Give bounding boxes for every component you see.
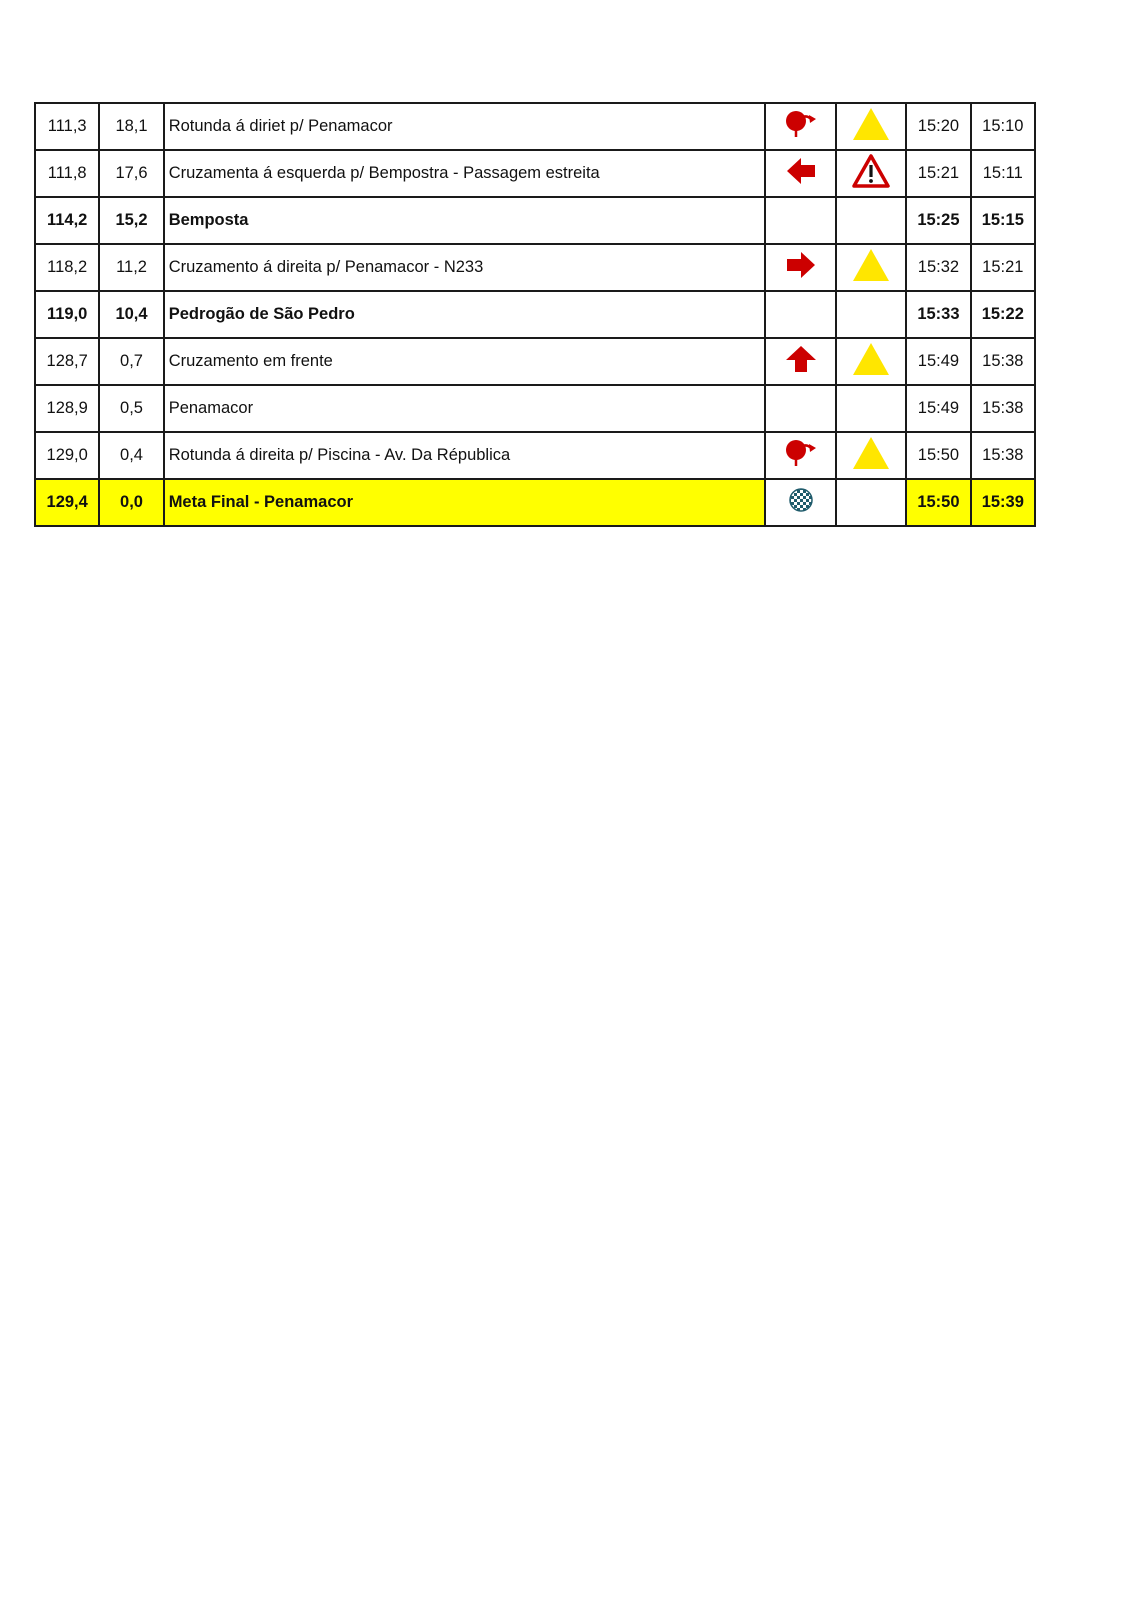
direction-icon-cell [765, 385, 835, 432]
description-cell: Cruzamento em frente [164, 338, 766, 385]
direction-icon-cell [765, 479, 835, 526]
km-remaining-cell: 15,2 [99, 197, 163, 244]
km-remaining-cell: 11,2 [99, 244, 163, 291]
km-total-cell: 114,2 [35, 197, 99, 244]
km-total-cell: 128,7 [35, 338, 99, 385]
km-total-cell: 129,0 [35, 432, 99, 479]
time-1-cell: 15:50 [906, 479, 970, 526]
km-remaining-cell: 17,6 [99, 150, 163, 197]
table-row [35, 479, 1035, 526]
km-total-cell: 111,8 [35, 150, 99, 197]
km-total-cell: 128,9 [35, 385, 99, 432]
time-2-cell: 15:38 [971, 432, 1035, 479]
direction-icon-cell [765, 291, 835, 338]
sign-icon-cell [836, 385, 906, 432]
time-2-cell: 15:38 [971, 338, 1035, 385]
yellow-triangle-icon [851, 341, 891, 382]
arrow-up-icon [784, 344, 818, 379]
time-1-cell: 15:33 [906, 291, 970, 338]
sign-icon-cell [836, 244, 906, 291]
time-1-cell: 15:32 [906, 244, 970, 291]
km-total-cell: 119,0 [35, 291, 99, 338]
time-1-cell: 15:50 [906, 432, 970, 479]
checkered-flag-icon [788, 487, 814, 518]
sign-icon-cell [836, 432, 906, 479]
roadbook-table [34, 102, 1036, 527]
time-1-cell: 15:49 [906, 338, 970, 385]
km-total-cell: 129,4 [35, 479, 99, 526]
roundabout-right-icon [783, 436, 819, 475]
table-row [35, 150, 1035, 197]
table-row [35, 103, 1035, 150]
description-cell: Bemposta [164, 197, 766, 244]
km-total-cell: 111,3 [35, 103, 99, 150]
direction-icon-cell [765, 432, 835, 479]
time-2-cell: 15:22 [971, 291, 1035, 338]
table-row [35, 432, 1035, 479]
direction-icon-cell [765, 150, 835, 197]
sign-icon-cell [836, 150, 906, 197]
yellow-triangle-icon [851, 106, 891, 147]
sign-icon-cell [836, 338, 906, 385]
km-remaining-cell: 0,7 [99, 338, 163, 385]
roadbook-body [35, 103, 1035, 526]
time-2-cell: 15:39 [971, 479, 1035, 526]
roundabout-right-icon [783, 107, 819, 146]
description-cell: Rotunda á diriet p/ Penamacor [164, 103, 766, 150]
sign-icon-cell [836, 197, 906, 244]
table-row [35, 244, 1035, 291]
km-remaining-cell: 10,4 [99, 291, 163, 338]
direction-icon-cell [765, 338, 835, 385]
description-cell: Rotunda á direita p/ Piscina - Av. Da Républica [164, 432, 766, 479]
time-1-cell: 15:20 [906, 103, 970, 150]
description-cell: Cruzamento á direita p/ Penamacor - N233 [164, 244, 766, 291]
time-2-cell: 15:10 [971, 103, 1035, 150]
time-2-cell: 15:15 [971, 197, 1035, 244]
km-remaining-cell: 0,5 [99, 385, 163, 432]
warning-sign-icon [851, 153, 891, 194]
time-1-cell: 15:25 [906, 197, 970, 244]
direction-icon-cell [765, 197, 835, 244]
time-1-cell: 15:49 [906, 385, 970, 432]
sign-icon-cell [836, 103, 906, 150]
time-2-cell: 15:38 [971, 385, 1035, 432]
arrow-left-icon [785, 156, 817, 191]
sign-icon-cell [836, 479, 906, 526]
time-2-cell: 15:21 [971, 244, 1035, 291]
km-remaining-cell: 0,4 [99, 432, 163, 479]
direction-icon-cell [765, 244, 835, 291]
description-cell: Meta Final - Penamacor [164, 479, 766, 526]
time-1-cell: 15:21 [906, 150, 970, 197]
km-total-cell: 118,2 [35, 244, 99, 291]
table-row [35, 338, 1035, 385]
km-remaining-cell: 0,0 [99, 479, 163, 526]
yellow-triangle-icon [851, 435, 891, 476]
description-cell: Penamacor [164, 385, 766, 432]
time-2-cell: 15:11 [971, 150, 1035, 197]
description-cell: Cruzamenta á esquerda p/ Bempostra - Passagem estreita [164, 150, 766, 197]
yellow-triangle-icon [851, 247, 891, 288]
direction-icon-cell [765, 103, 835, 150]
table-row [35, 385, 1035, 432]
table-row [35, 197, 1035, 244]
table-row [35, 291, 1035, 338]
description-cell: Pedrogão de São Pedro [164, 291, 766, 338]
arrow-right-icon [785, 250, 817, 285]
km-remaining-cell: 18,1 [99, 103, 163, 150]
sign-icon-cell [836, 291, 906, 338]
